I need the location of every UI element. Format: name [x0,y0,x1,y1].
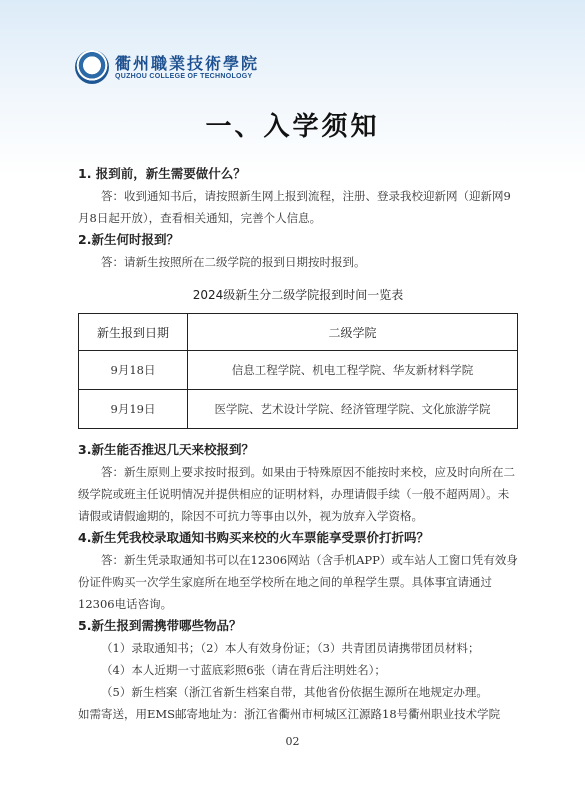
mailing-address-line: 如需寄送，用EMS邮寄地址为：浙江省衢州市柯城区江源路18号衢州职业技术学院 [78,707,501,721]
page-number: 02 [285,735,300,748]
list-item: （4）本人近期一寸蓝底彩照6张（请在背后注明姓名）； [101,663,386,677]
table-header-college: 二级学院 [188,314,518,351]
table-cell-colleges: 信息工程学院、机电工程学院、华友新材料学院 [188,351,518,390]
question-3: 3.新生能否推迟几天来校报到？ [78,442,254,457]
school-name-en: QUZHOU COLLEGE OF TECHNOLOGY [115,72,253,80]
school-logo [75,50,259,84]
question-1: 1. 报到前，新生需要做什么？ [78,166,246,181]
question-4: 4.新生凭我校录取通知书购买来校的火车票能享受票价打折吗？ [78,530,429,545]
page-title: 一、入学须知 [205,112,380,142]
list-item: （5）新生档案（浙江省新生档案自带，其他省份依据生源所在地规定办理。 [101,685,488,699]
question-2: 2.新生何时报到？ [78,232,179,247]
registration-schedule-table [78,313,518,429]
answer-2: 答：请新生按照所在二级学院的报到日期按时报到。 [101,255,366,269]
school-name-cn: 衢州職業技術學院 [115,53,260,73]
answer-1: 答：收到通知书后，请按照新生网上报到流程，注册、登录我校迎新网（迎新网9月8日起开放），查看相关通知，完善个人信息。 [78,189,511,225]
table-cell-date: 9月19日 [79,390,188,429]
table-header-row [79,314,518,351]
main-content [78,163,518,725]
school-emblem-icon [75,50,109,84]
answer-3: 答：新生原则上要求按时报到。如果由于特殊原因不能按时来校，应及时向所在二级学院或班主任说明情况并提供相应的证明材料，办理请假手续（一般不超两周）。未请假或请假逾期的，除因不可抗力等事由以外，视为放弃入学资格。 [78,465,515,523]
table-cell-colleges: 医学院、艺术设计学院、经济管理学院、文化旅游学院 [188,390,518,429]
question-5: 5.新生报到需携带哪些物品？ [78,618,242,633]
answer-4: 答：新生凭录取通知书可以在12306网站（含手机APP）或车站人工窗口凭有效身份证件购买一次学生家庭所在地至学校所在地之间的单程学生票。具体事宜请通过12306电话咨询。 [78,553,518,611]
list-item: （1）录取通知书；（2）本人有效身份证；（3）共青团员请携带团员材料； [101,641,480,655]
table-row [79,351,518,390]
table-header-date: 新生报到日期 [79,314,188,351]
table-row [79,390,518,429]
school-name-block [115,55,259,80]
table-title: 2024级新生分二级学院报到时间一览表 [192,288,404,302]
table-cell-date: 9月18日 [79,351,188,390]
